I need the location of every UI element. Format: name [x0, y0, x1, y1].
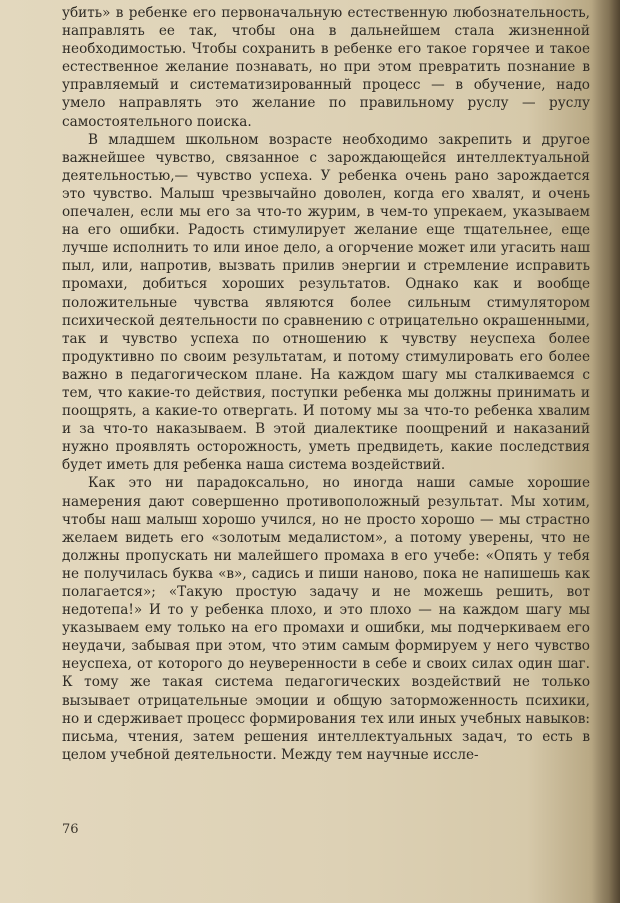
- paragraph-1: убить» в ребенке его первоначальную естественную любознательность, направлять ее так, чтобы она в дальнейшем стала жизненной необходимостью. Чтобы сохранить в ребенке его такое горячее и такое естественное желание познавать, но при этом превратить познание в управляемый и систематизированный процесс — в обучение, надо умело направлять это желание по правильному руслу — руслу самостоятельного поиска.: [62, 5, 590, 130]
- page-number: 76: [62, 822, 79, 837]
- body-text: [62, 4, 590, 764]
- paragraph-2: В младшем школьном возрасте необходимо закрепить и другое важнейшее чувство, связанное с зарождающейся интеллектуальной деятельностью,— чувство успеха. У ребенка очень рано зарождается это чувство. Малыш чрезвычайно доволен, когда его хвалят, и очень опечален, если мы его за что-то журим, в чем-то упрекаем, указываем на его ошибки. Радость стимулирует желание еще тщательнее, еще лучше исполнить то или иное дело, а огорчение может или угасить наш пыл, или, напротив, вызвать прилив энергии и стремление исправить промахи, добиться хороших результатов. Однако как и вообще положительные чувства являются более сильным стимулятором психической деятельности по сравнению с отрицательно окрашенными, так и чувство успеха по отношению к чувству неуспеха более продуктивно по своим результатам, и потому стимулировать его более важно в педагогическом плане. На каждом шагу мы сталкиваемся с тем, что какие-то действия, поступки ребенка мы должны принимать и поощрять, а какие-то отвергать. И потому мы за что-то ребенка хвалим и за что-то наказываем. В этой диалектике поощрений и наказаний нужно проявлять осторожность, уметь предвидеть, какие последствия будет иметь для ребенка наша система воздействий.: [62, 131, 590, 474]
- paragraph-3: Как это ни парадоксально, но иногда наши самые хорошие намерения дают совершенно противоположный результат. Мы хотим, чтобы наш малыш хорошо учился, но не просто хорошо — мы страстно желаем видеть его «золотым медалистом», а потому уверены, что не должны пропускать ни малейшего промаха в его учебе: «Опять у тебя не получилась буква «в», садись и пиши наново, пока не напишешь как полагается»; «Такую простую задачу и не можешь решить, вот недотепа!» И то у ребенка плохо, и это плохо — на каждом шагу мы указываем ему только на его промахи и ошибки, мы подчеркиваем его неудачи, забывая при этом, что этим самым формируем у него чувство неуспеха, от которого до неуверенности в себе и своих силах один шаг. К тому же такая система педагогических воздействий не только вызывает отрицательные эмоции и общую заторможенность психики, но и сдерживает процесс формирования тех или иных учебных навыков: письма, чтения, затем решения интеллектуальных задач, то есть в целом учебной деятельности. Между тем научные иссле-: [62, 475, 590, 763]
- binding-gutter: [592, 0, 620, 903]
